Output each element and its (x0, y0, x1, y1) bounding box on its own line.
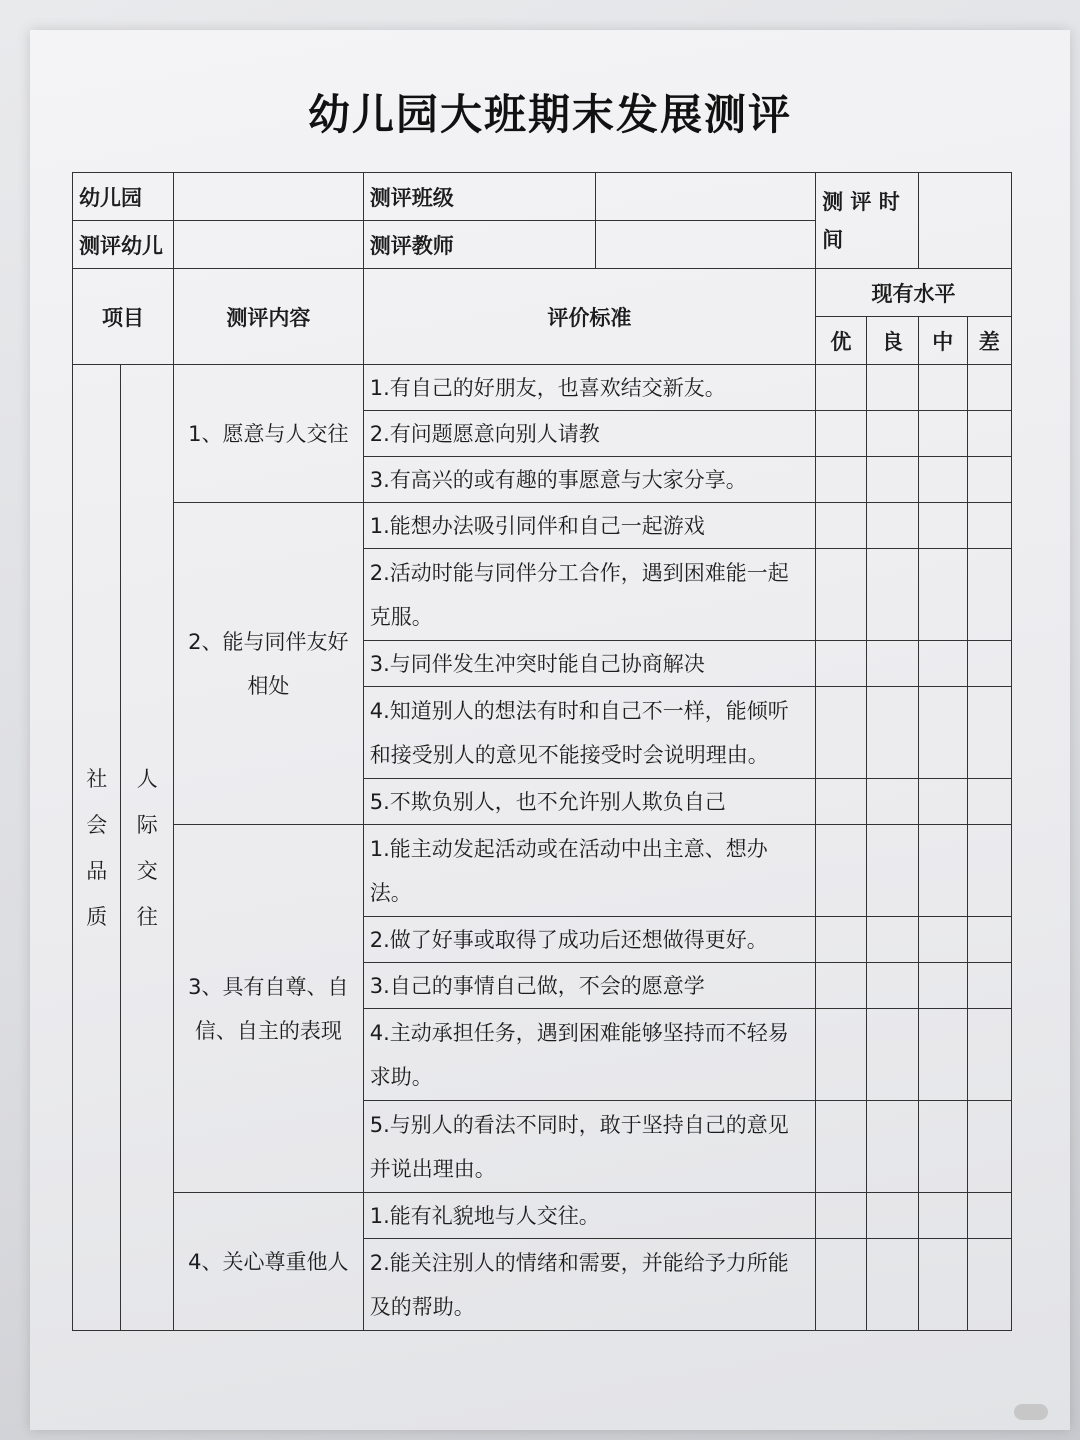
criterion-text: 3.自己的事情自己做，不会的愿意学 (363, 963, 815, 1009)
rating-cell-average[interactable] (919, 503, 967, 549)
rating-cell-average[interactable] (919, 1009, 967, 1101)
rating-cell-excellent[interactable] (816, 779, 866, 825)
rating-cell-excellent[interactable] (816, 917, 866, 963)
time-label: 测 评 时 间 (816, 173, 919, 269)
rating-cell-excellent[interactable] (816, 411, 866, 457)
time-field[interactable] (919, 173, 1012, 269)
header-level: 现有水平 (816, 269, 1012, 317)
level-good: 良 (866, 317, 919, 365)
rating-cell-excellent[interactable] (816, 963, 866, 1009)
rating-cell-poor[interactable] (967, 917, 1011, 963)
rating-cell-average[interactable] (919, 549, 967, 641)
rating-cell-excellent[interactable] (816, 825, 866, 917)
rating-cell-good[interactable] (866, 641, 919, 687)
rating-cell-poor[interactable] (967, 641, 1011, 687)
rating-cell-average[interactable] (919, 963, 967, 1009)
criterion-text: 4.主动承担任务，遇到困难能够坚持而不轻易求助。 (363, 1009, 815, 1101)
criterion-text: 1.有自己的好朋友，也喜欢结交新友。 (363, 365, 815, 411)
content-item: 2、能与同伴友好相处 (173, 503, 363, 825)
domain-label: 社 会 品 质 (73, 365, 121, 1331)
rating-cell-poor[interactable] (967, 963, 1011, 1009)
level-average: 中 (919, 317, 967, 365)
criterion-text: 3.与同伴发生冲突时能自己协商解决 (363, 641, 815, 687)
child-label: 测评幼儿 (73, 221, 174, 269)
rating-cell-average[interactable] (919, 365, 967, 411)
rating-cell-average[interactable] (919, 1239, 967, 1331)
rating-cell-excellent[interactable] (816, 457, 866, 503)
rating-cell-average[interactable] (919, 1101, 967, 1193)
rating-cell-excellent[interactable] (816, 1239, 866, 1331)
rating-cell-poor[interactable] (967, 779, 1011, 825)
class-field[interactable] (595, 173, 815, 221)
rating-cell-poor[interactable] (967, 365, 1011, 411)
rating-cell-poor[interactable] (967, 1239, 1011, 1331)
criterion-text: 2.有问题愿意向别人请教 (363, 411, 815, 457)
document-page (30, 30, 1070, 1430)
criterion-text: 1.能有礼貌地与人交往。 (363, 1193, 815, 1239)
subdomain-label: 人 际 交 往 (121, 365, 174, 1331)
rating-cell-good[interactable] (866, 687, 919, 779)
rating-cell-good[interactable] (866, 503, 919, 549)
rating-cell-good[interactable] (866, 1193, 919, 1239)
rating-cell-poor[interactable] (967, 687, 1011, 779)
rating-cell-excellent[interactable] (816, 549, 866, 641)
rating-cell-average[interactable] (919, 825, 967, 917)
header-item: 项目 (73, 269, 174, 365)
criterion-text: 5.与别人的看法不同时，敢于坚持自己的意见并说出理由。 (363, 1101, 815, 1193)
rating-cell-average[interactable] (919, 917, 967, 963)
rating-cell-good[interactable] (866, 825, 919, 917)
header-criteria: 评价标准 (363, 269, 815, 365)
rating-cell-average[interactable] (919, 411, 967, 457)
rating-cell-excellent[interactable] (816, 641, 866, 687)
criterion-text: 2.活动时能与同伴分工合作，遇到困难能一起克服。 (363, 549, 815, 641)
criterion-text: 1.能主动发起活动或在活动中出主意、想办法。 (363, 825, 815, 917)
rating-cell-excellent[interactable] (816, 503, 866, 549)
rating-cell-good[interactable] (866, 365, 919, 411)
rating-cell-good[interactable] (866, 1101, 919, 1193)
watermark-badge (1014, 1404, 1048, 1420)
rating-cell-good[interactable] (866, 917, 919, 963)
rating-cell-average[interactable] (919, 457, 967, 503)
criterion-text: 3.有高兴的或有趣的事愿意与大家分享。 (363, 457, 815, 503)
rating-cell-excellent[interactable] (816, 365, 866, 411)
rating-cell-excellent[interactable] (816, 1193, 866, 1239)
kindergarten-field[interactable] (173, 173, 363, 221)
kindergarten-label: 幼儿园 (73, 173, 174, 221)
rating-cell-excellent[interactable] (816, 1009, 866, 1101)
criterion-text: 1.能想办法吸引同伴和自己一起游戏 (363, 503, 815, 549)
rating-cell-poor[interactable] (967, 411, 1011, 457)
rating-cell-average[interactable] (919, 1193, 967, 1239)
content-item: 3、具有自尊、自信、自主的表现 (173, 825, 363, 1193)
rating-cell-good[interactable] (866, 779, 919, 825)
criterion-text: 2.做了好事或取得了成功后还想做得更好。 (363, 917, 815, 963)
content-item: 1、愿意与人交往 (173, 365, 363, 503)
rating-cell-poor[interactable] (967, 1101, 1011, 1193)
page-title: 幼儿园大班期末发展测评 (307, 90, 792, 139)
rating-cell-poor[interactable] (967, 457, 1011, 503)
evaluation-table (72, 172, 1012, 1331)
rating-cell-poor[interactable] (967, 503, 1011, 549)
level-poor: 差 (967, 317, 1011, 365)
criterion-text: 2.能关注别人的情绪和需要，并能给予力所能及的帮助。 (363, 1239, 815, 1331)
rating-cell-good[interactable] (866, 963, 919, 1009)
rating-cell-poor[interactable] (967, 825, 1011, 917)
rating-cell-average[interactable] (919, 779, 967, 825)
rating-cell-poor[interactable] (967, 1009, 1011, 1101)
rating-cell-good[interactable] (866, 457, 919, 503)
teacher-label: 测评教师 (363, 221, 595, 269)
rating-cell-average[interactable] (919, 687, 967, 779)
criterion-text: 4.知道别人的想法有时和自己不一样，能倾听和接受别人的意见不能接受时会说明理由。 (363, 687, 815, 779)
level-excellent: 优 (816, 317, 866, 365)
criterion-text: 5.不欺负别人，也不允许别人欺负自己 (363, 779, 815, 825)
rating-cell-poor[interactable] (967, 549, 1011, 641)
rating-cell-good[interactable] (866, 1009, 919, 1101)
rating-cell-poor[interactable] (967, 1193, 1011, 1239)
rating-cell-good[interactable] (866, 411, 919, 457)
teacher-field[interactable] (595, 221, 815, 269)
rating-cell-excellent[interactable] (816, 1101, 866, 1193)
class-label: 测评班级 (363, 173, 595, 221)
content-item: 4、关心尊重他人 (173, 1193, 363, 1331)
child-field[interactable] (173, 221, 363, 269)
header-content: 测评内容 (173, 269, 363, 365)
rating-cell-good[interactable] (866, 549, 919, 641)
rating-cell-average[interactable] (919, 641, 967, 687)
rating-cell-excellent[interactable] (816, 687, 866, 779)
rating-cell-good[interactable] (866, 1239, 919, 1331)
